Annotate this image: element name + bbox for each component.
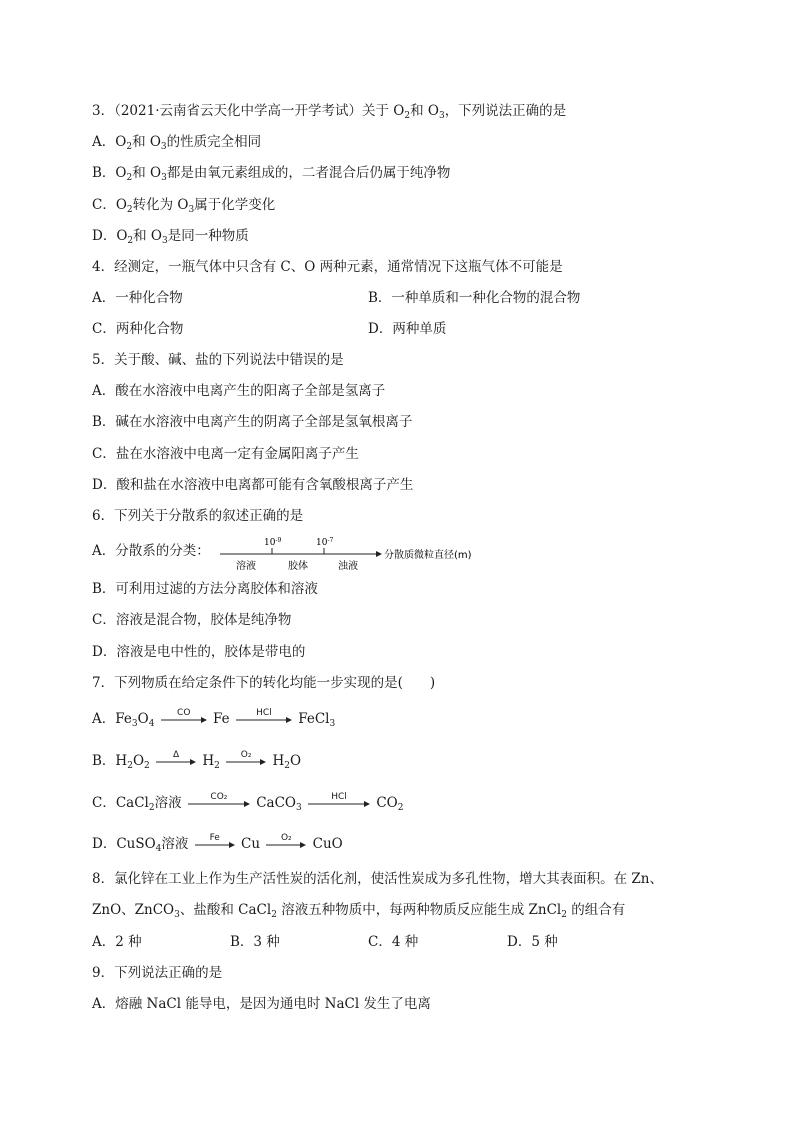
q9-stem: 9．下列说法正确的是 <box>92 965 223 981</box>
q3-option-b[interactable]: B．$O_2$和 $O_3$都是由氧元素组成的，二者混合后仍属于纯净物 <box>92 165 451 183</box>
q7-option-b[interactable]: B．$H_2O_2$ Δ $H_2$ O₂ $H_2O$ <box>92 749 302 771</box>
q8-option-d[interactable]: D．5 种 <box>507 934 558 950</box>
q4-stem: 4．经测定，一瓶气体中只含有 C、O 两种元素，通常情况下这瓶气体不可能是 <box>92 259 563 275</box>
q7-option-c[interactable]: C．CaCl$_2$溶液 CO₂ CaCO$_3$ HCl $CO_2$ <box>92 791 404 813</box>
q6-option-d[interactable]: D．溶液是电中性的，胶体是带电的 <box>92 644 306 660</box>
q6-option-a[interactable]: A．分散系的分类： <box>92 543 210 559</box>
axis-end-label: 分散质微粒直径(m) <box>384 550 472 561</box>
q3-option-c[interactable]: C．$O_2$转化为 $O_3$属于化学变化 <box>92 197 276 215</box>
reaction-arrow: Fe <box>195 841 235 849</box>
q7-option-d[interactable]: D．CuSO$_4$溶液 Fe Cu O₂ CuO <box>92 832 343 854</box>
segment-solution: 溶液 <box>236 561 256 572</box>
q4-option-a[interactable]: A．一种化合物 <box>92 290 183 306</box>
reaction-arrow: CO₂ <box>188 800 250 808</box>
q8-stem-line1: 8．氯化锌在工业上作为生产活性炭的活化剂，使活性炭成为多孔性物，增大其表面积。在 Zn、 <box>92 871 663 887</box>
q8-stem-line2: ZnO、ZnCO$_3$、盐酸和 CaCl$_2$ 溶液五种物质中，每两种物质反应能生成 ZnCl$_2$ 的组合有 <box>92 902 626 920</box>
q7-option-a[interactable]: A．$Fe_3O_4$ CO Fe HCl FeCl$_3$ <box>92 707 336 729</box>
q6-option-b[interactable]: B．可利用过滤的方法分离胶体和溶液 <box>92 581 318 597</box>
reaction-arrow: HCl <box>308 800 370 808</box>
q8-option-a[interactable]: A．2 种 <box>92 934 142 950</box>
q5-option-a[interactable]: A．酸在水溶液中电离产生的阳离子全部是氢离子 <box>92 383 386 399</box>
tick-1e-7: $10^{-7}$ <box>316 537 334 548</box>
reaction-arrow: O₂ <box>226 758 266 766</box>
reaction-arrow: HCl <box>236 716 292 724</box>
q4-option-d[interactable]: D．两种单质 <box>368 321 447 337</box>
q5-option-c[interactable]: C．盐在水溶液中电离一定有金属阳离子产生 <box>92 446 359 462</box>
q8-option-b[interactable]: B．3 种 <box>230 934 280 950</box>
reaction-arrow: O₂ <box>266 841 306 849</box>
dispersion-axis-diagram <box>218 536 488 572</box>
q9-option-a[interactable]: A．熔融 NaCl 能导电，是因为通电时 NaCl 发生了电离 <box>92 996 431 1012</box>
reaction-arrow: Δ <box>156 758 196 766</box>
q8-option-c[interactable]: C．4 种 <box>368 934 419 950</box>
q6-stem: 6．下列关于分散系的叙述正确的是 <box>92 508 304 524</box>
segment-colloid: 胶体 <box>288 561 308 572</box>
q3-stem: 3．（2021·云南省云天化中学高一开学考试）关于 $O_2$和 $O_3$，下列说法正确的是 <box>92 103 567 121</box>
tick-1e-9: $10^{-9}$ <box>264 537 282 548</box>
q4-option-b[interactable]: B．一种单质和一种化合物的混合物 <box>368 290 581 306</box>
segment-suspension: 浊液 <box>338 561 358 572</box>
q5-option-b[interactable]: B．碱在水溶液中电离产生的阴离子全部是氢氧根离子 <box>92 414 413 430</box>
q3-option-a[interactable]: A．$O_2$和 $O_3$的性质完全相同 <box>92 134 262 152</box>
reaction-arrow: CO <box>161 716 207 724</box>
q7-stem: 7．下列物质在给定条件下的转化均能一步实现的是( ) <box>92 675 436 691</box>
q3-option-d[interactable]: D．$O_2$和 $O_3$是同一种物质 <box>92 228 249 246</box>
q4-option-c[interactable]: C．两种化合物 <box>92 321 184 337</box>
q5-stem: 5．关于酸、碱、盐的下列说法中错误的是 <box>92 352 344 368</box>
q5-option-d[interactable]: D．酸和盐在水溶液中电离都可能有含氧酸根离子产生 <box>92 477 414 493</box>
q6-option-c[interactable]: C．溶液是混合物，胶体是纯净物 <box>92 612 292 628</box>
